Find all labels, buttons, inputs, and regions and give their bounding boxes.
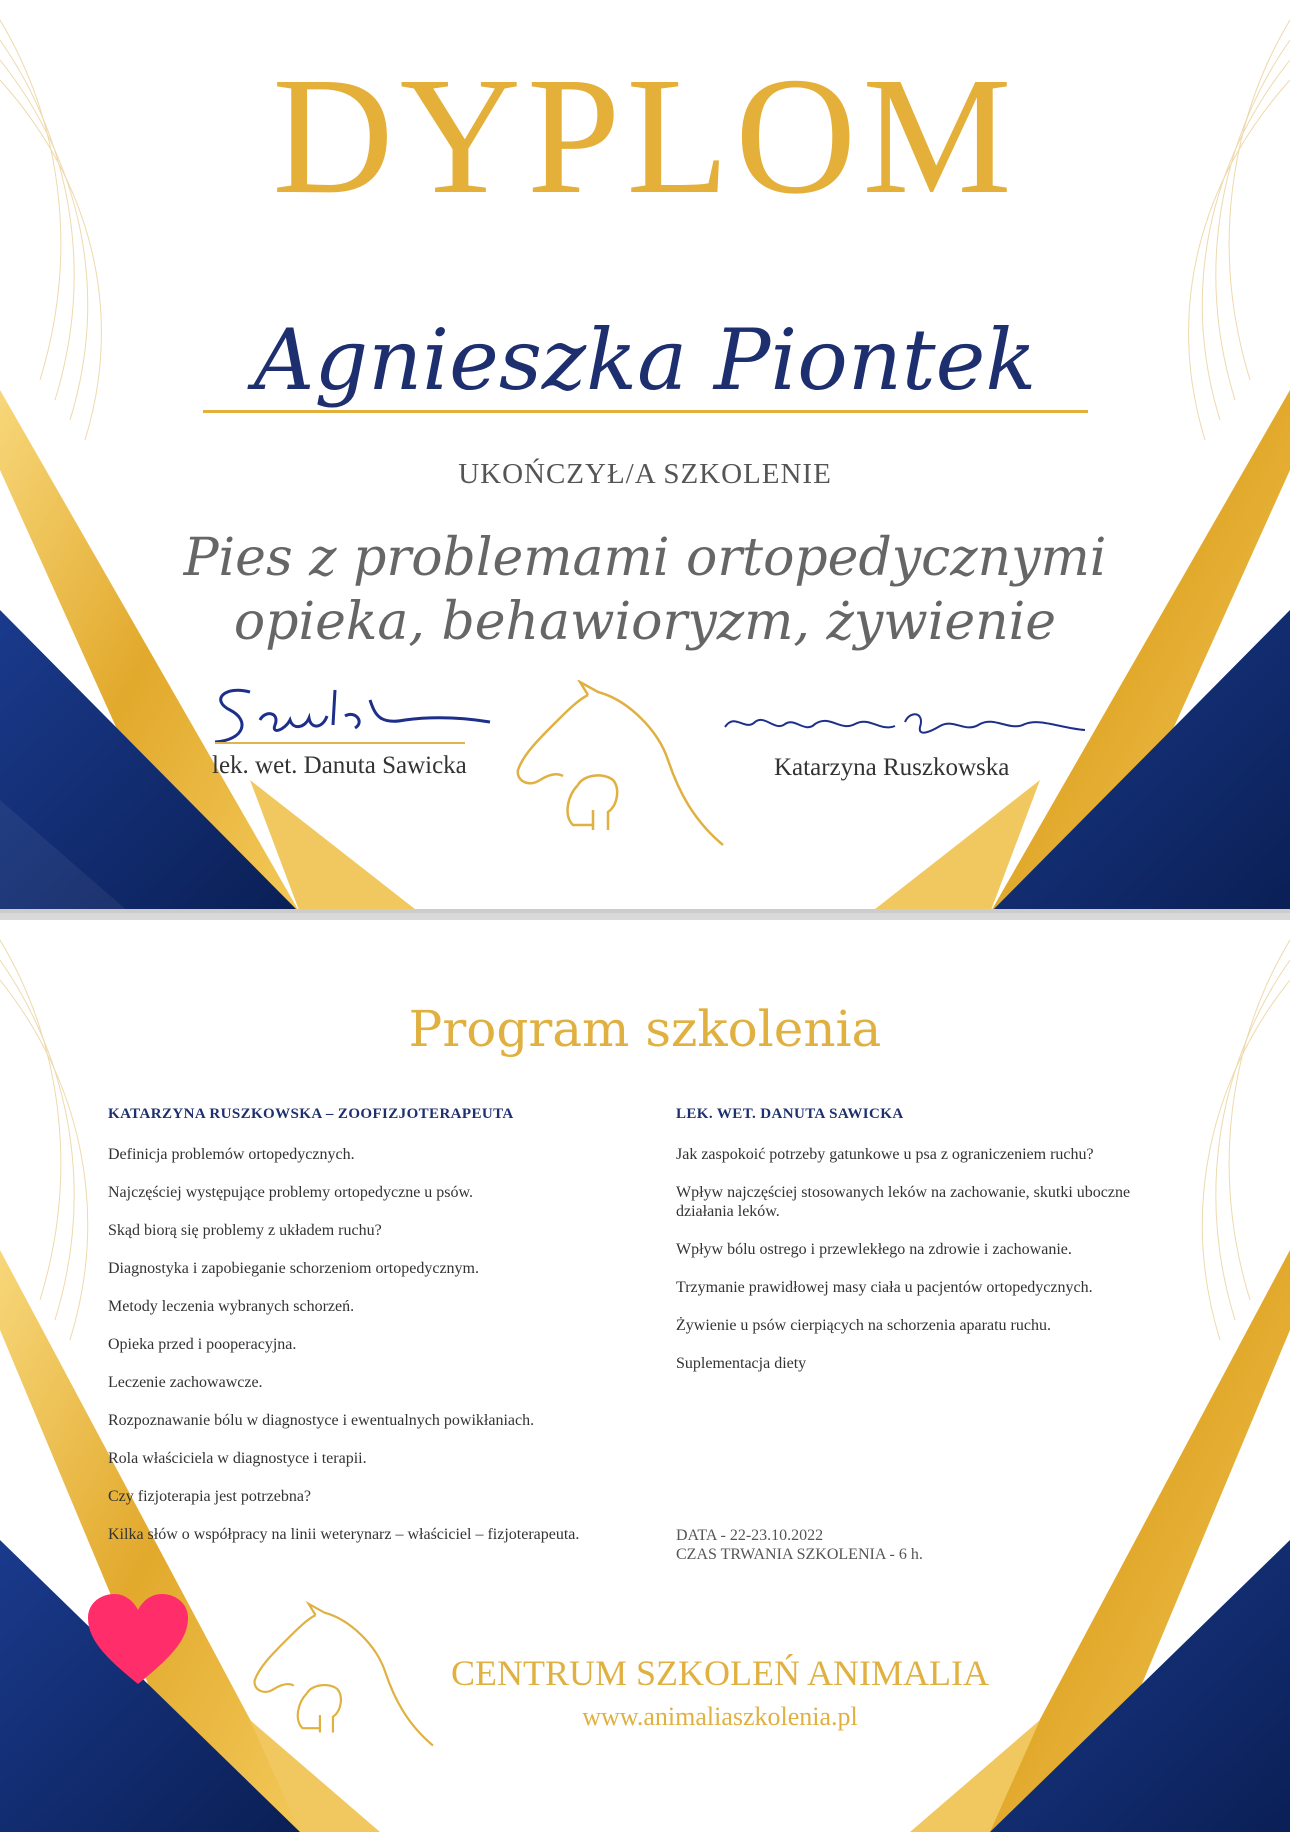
program-column-right <box>676 1106 1186 1392</box>
course-title-line-1: Pies z problemami ortopedycznymi <box>183 528 1107 588</box>
list-item: Najczęściej występujące problemy ortopedyczne u psów. <box>108 1184 474 1201</box>
name-underline <box>203 410 1088 413</box>
list-item: Kilka słów o współpracy na linii weterynarz – właściciel – fizjoterapeuta. <box>108 1526 580 1543</box>
list-item: Diagnostyka i zapobieganie schorzeniom ortopedycznym. <box>108 1260 479 1277</box>
list-item: Trzymanie prawidłowej masy ciała u pacjentów ortopedycznych. <box>676 1279 1093 1296</box>
program-list-right <box>676 1145 1186 1373</box>
program-page <box>0 920 1290 1832</box>
column-heading-left: KATARZYNA RUSZKOWSKA – ZOOFIZJOTERAPEUTA <box>108 1106 514 1122</box>
list-item: Suplementacja diety <box>676 1355 807 1372</box>
program-list-left <box>108 1145 668 1544</box>
list-item: Metody leczenia wybranych schorzeń. <box>108 1298 355 1315</box>
signature-ruszkowska <box>720 702 1090 752</box>
program-column-left <box>108 1106 668 1563</box>
list-item: Leczenie zachowawcze. <box>108 1374 263 1391</box>
horse-dog-logo-icon <box>508 680 738 850</box>
list-item: Żywienie u psów cierpiących na schorzenia aparatu ruchu. <box>676 1317 1051 1334</box>
course-title-line-2: opieka, behawioryzm, żywienie <box>233 592 1057 652</box>
signatory-name-left: lek. wet. Danuta Sawicka <box>212 752 467 779</box>
list-item: Definicja problemów ortopedycznych. <box>108 1146 355 1163</box>
diploma-title: DYPLOM <box>272 43 1018 229</box>
organization-name: CENTRUM SZKOLEŃ ANIMALIA <box>451 1653 989 1693</box>
list-item: Skąd biorą się problemy z układem ruchu? <box>108 1222 382 1239</box>
list-item: Rola właściciela w diagnostyce i terapii. <box>108 1450 367 1467</box>
signatory-name-right: Katarzyna Ruszkowska <box>774 754 1010 781</box>
list-item: Jak zaspokoić potrzeby gatunkowe u psa z ograniczeniem ruchu? <box>676 1146 1094 1163</box>
training-meta <box>676 1526 1176 1564</box>
completed-label: UKOŃCZYŁ/A SZKOLENIE <box>458 458 832 490</box>
signature-line-left <box>215 742 465 744</box>
list-item: Czy fizjoterapia jest potrzebna? <box>108 1488 312 1505</box>
list-item: Opieka przed i pooperacyjna. <box>108 1336 297 1353</box>
list-item: Wpływ najczęściej stosowanych leków na zachowanie, skutki uboczne działania leków. <box>676 1184 1131 1220</box>
column-heading-right: LEK. WET. DANUTA SAWICKA <box>676 1106 904 1122</box>
training-duration: CZAS TRWANIA SZKOLENIA - 6 h. <box>676 1546 923 1563</box>
training-date: DATA - 22-23.10.2022 <box>676 1527 824 1544</box>
list-item: Rozpoznawanie bólu w diagnostyce i ewentualnych powikłaniach. <box>108 1412 535 1429</box>
diploma-page <box>0 0 1290 913</box>
signature-sawicka <box>205 680 495 750</box>
heart-icon <box>86 1592 190 1688</box>
organization-website: www.animaliaszkolenia.pl <box>582 1702 858 1731</box>
list-item: Wpływ bólu ostrego i przewlekłego na zdrowie i zachowanie. <box>676 1241 1072 1258</box>
recipient-name: Agnieszka Piontek <box>253 311 1037 409</box>
program-title: Program szkolenia <box>408 1000 882 1058</box>
